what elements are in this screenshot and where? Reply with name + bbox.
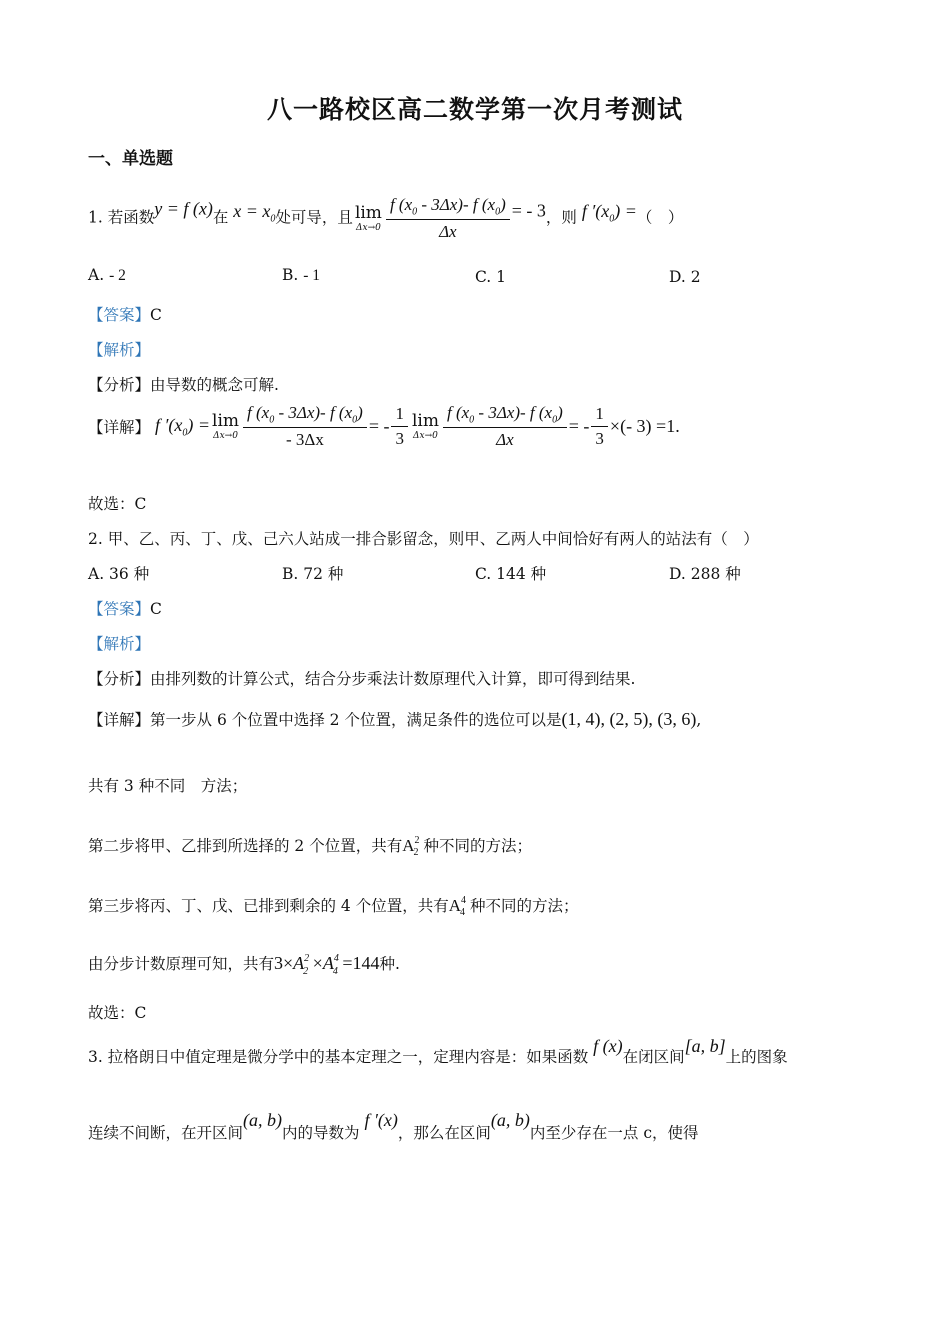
q1-mid1: 在 bbox=[212, 208, 229, 227]
q3-line-1: 3. 拉格朗日中值定理是微分学中的基本定理之一，定理内容是：如果函数 f (x)在闭区间[a, b]上的图象 bbox=[88, 1036, 788, 1066]
q2-stem: 2. 甲、乙、丙、丁、戊、己六人站成一排合影留念，则甲、乙两人中间恰好有两人的站法有（ ） bbox=[88, 530, 759, 548]
q2-option-d: D. 288 种 bbox=[669, 565, 741, 583]
q2-detail-5: 由分步计数原理可知，共有$3\times A^2_2 \times A^4_4 =144$种. bbox=[88, 953, 400, 977]
q2-option-c: C. 144 种 bbox=[475, 565, 547, 583]
q1-analysis-tag: 【解析】 bbox=[88, 341, 151, 359]
q3-line-2: 连续不间断，在开区间(a, b)内的导数为 f ′(x)，那么在区间(a, b)内至少存在一点 c，使得 bbox=[88, 1110, 699, 1142]
q1-frac: $\frac{f (x_0 - 3\Delta x)- f (x_0)}{\Delta x}$ bbox=[386, 195, 510, 242]
q1-mid2: 处可导，且 bbox=[275, 208, 353, 227]
q2-detail-1: 【详解】第一步从 6 个位置中选择 2 个位置，满足条件的选位可以是(1, 4), (2, 5), (3, 6), bbox=[88, 709, 702, 729]
q1-detail-deriv: f $'(x_0)$ = bbox=[154, 414, 211, 439]
q1-fenxi: 【分析】由导数的概念可解. bbox=[88, 376, 279, 394]
q1-option-a: A. - 2 bbox=[88, 266, 126, 284]
q2-option-a: A. 36 种 bbox=[88, 565, 150, 583]
q1-mid3: ，则 bbox=[545, 208, 577, 227]
q1-option-c: C. 1 bbox=[475, 268, 507, 286]
q1-detail: 【详解】 f $'(x_0)$ = lim Δx→0 $\frac{f (x_0 - 3\Delta x)- f (x_0)}{- 3\Delta x}$ = - $\frac{1}{3}$ lim Δx→0 $\frac{f (x_0 - 3\Delta x)- f (x_0)}{\Delta x}$ = - $\frac{1}{3}$ ×(- 3) =1. bbox=[88, 403, 680, 450]
q2-detail-4: 第三步将丙、丁、戊、已排到剩余的 4 个位置，共有$A^4_4$ 种不同的方法； bbox=[88, 895, 579, 919]
q1-option-b: B. - 1 bbox=[282, 266, 321, 284]
q1-point-math: $x = x_0$ bbox=[233, 200, 276, 225]
q1-deriv-math: f $'(x_0)$ = bbox=[581, 200, 637, 225]
q2-answer: 【答案】C bbox=[88, 600, 162, 618]
q1-eq-value: = - 3 bbox=[511, 200, 546, 221]
q1-paren: （ ） bbox=[636, 208, 684, 227]
q1-conclusion: 故选：C bbox=[88, 495, 147, 513]
q2-detail-3: 第二步将甲、乙排到所选择的 2 个位置，共有$A^2_2$ 种不同的方法； bbox=[88, 835, 532, 859]
page-title: 八一路校区高二数学第一次月考测试 bbox=[266, 95, 683, 124]
q2-option-b: B. 72 种 bbox=[282, 565, 344, 583]
q1-option-d: D. 2 bbox=[669, 268, 701, 286]
q1-func-math: y = f (x) bbox=[154, 198, 213, 219]
section-heading: 一、单选题 bbox=[88, 149, 173, 169]
q1-lim: lim Δx→0 bbox=[354, 202, 382, 233]
q2-conclusion: 故选：C bbox=[88, 1004, 147, 1022]
q1-answer: 【答案】C bbox=[88, 306, 162, 324]
q2-fenxi: 【分析】由排列数的计算公式，结合分步乘法计数原理代入计算，即可得到结果. bbox=[88, 670, 636, 688]
q2-analysis-tag: 【解析】 bbox=[88, 635, 151, 653]
q1-prefix: 1. 若函数 bbox=[88, 208, 155, 227]
q2-detail-2: 共有 3 种不同 方法； bbox=[88, 777, 248, 795]
q1-stem bbox=[88, 195, 683, 242]
